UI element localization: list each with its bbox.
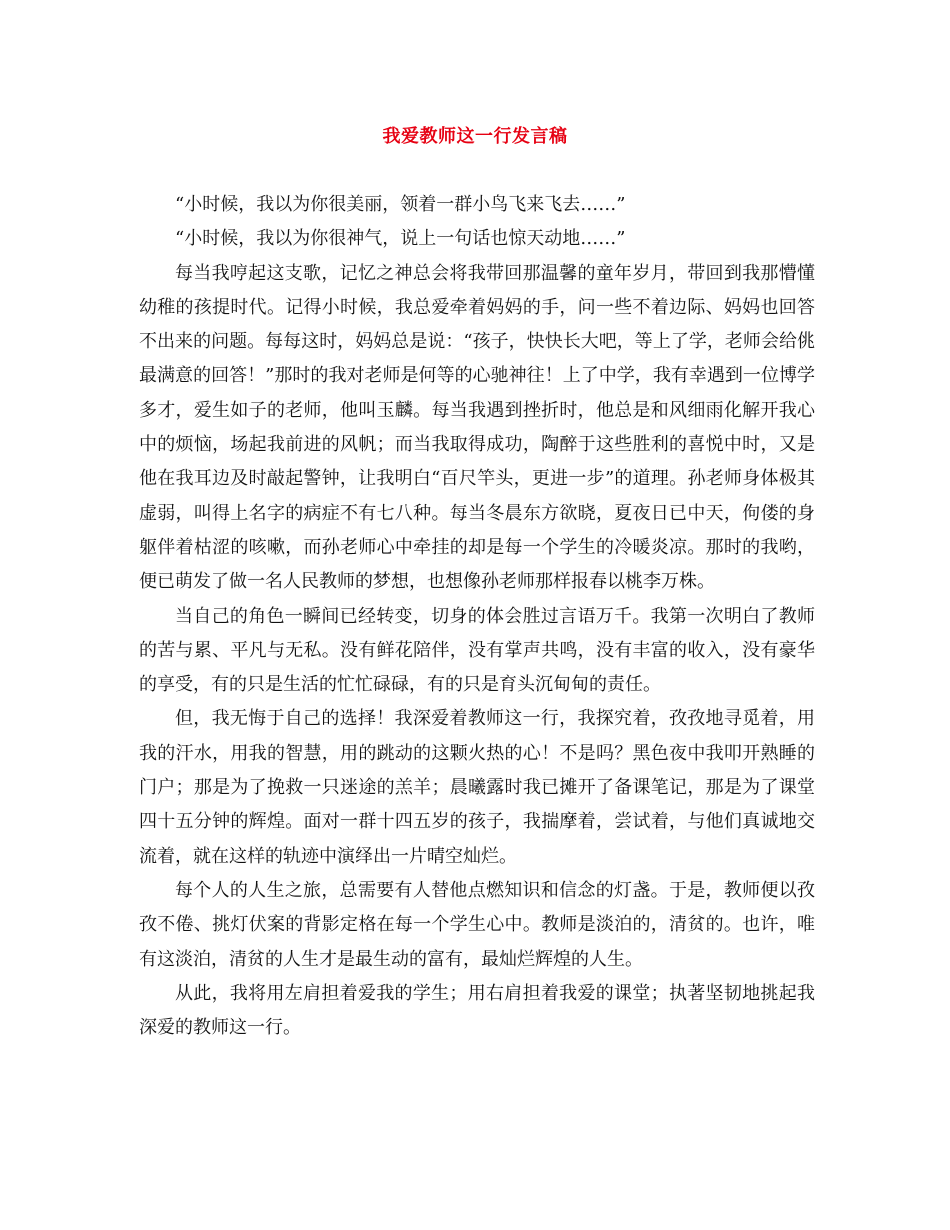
document-title: 我爱教师这一行发言稿 (382, 126, 568, 147)
paragraph: 每个人的人生之旅，总需要有人替他点燃知识和信念的灯盏。于是，教师便以孜孜不倦、挑灯伏案的背影定格在每一个学生心中。教师是淡泊的，清贫的。也许，唯有这淡泊，清贫的人生才是最生动的富有，最灿烂辉煌的人生。 (139, 879, 815, 970)
paragraph: 每当我哼起这支歌，记忆之神总会将我带回那温馨的童年岁月，带回到我那懵懂幼稚的孩提时代。记得小时候，我总爱牵着妈妈的手，问一些不着边际、妈妈也回答不出来的问题。每每这时，妈妈总是说：“孩子，快快长大吧，等上了学，老师会给佻最满意的回答！”那时的我对老师是何等的心驰神往！上了中学，我有幸遇到一位博学多才，爱生如子的老师，他叫玉麟。每当我遇到挫折时，他总是和风细雨化解开我心中的烦恼，场起我前进的风帆；而当我取得成功，陶醉于这些胜利的喜悦中时，又是他在我耳边及时敲起警钟，让我明白“百尺竿头，更进一步”的道理。孙老师身体极其虚弱，叫得上名字的病症不有七八种。每当冬晨东方欲晓，夏夜日已中天，佝偻的身躯伴着枯涩的咳嗽，而孙老师心中牵挂的却是每一个学生的冷暖炎凉。那时的我哟，便已萌发了做一名人民教师的梦想，也想像孙老师那样报春以桃李万株。 (139, 262, 815, 593)
paragraph: 从此，我将用左肩担着爱我的学生；用右肩担着我爱的课堂；执著坚韧地挑起我深爱的教师这一行。 (139, 982, 815, 1039)
paragraph: “小时候，我以为你很美丽，领着一群小鸟飞来飞去……” (175, 194, 626, 215)
paragraph: 但，我无悔于自己的选择！我深爱着教师这一行，我探究着，孜孜地寻觅着，用我的汗水，用我的智慧，用的跳动的这颗火热的心！不是吗？黑色夜中我叩开熟睡的门户；那是为了挽救一只迷途的羔羊；晨曦露时我已摊开了备课笔记，那是为了课堂四十五分钟的辉煌。面对一群十四五岁的孩子，我揣摩着，尝试着，与他们真诚地交流着，就在这样的轨迹中演绎出一片晴空灿烂。 (139, 708, 815, 867)
paragraph: “小时候，我以为你很神气，说上一句话也惊天动地……” (175, 228, 626, 250)
document-body (139, 188, 815, 1045)
paragraph: 当自己的角色一瞬间已经转变，切身的体会胜过言语万千。我第一次明白了教师的苦与累、平凡与无私。没有鲜花陪伴，没有掌声共鸣，没有丰富的收入，没有豪华的享受，有的只是生活的忙忙碌碌，有的只是育头沉甸甸的责任。 (139, 605, 815, 696)
